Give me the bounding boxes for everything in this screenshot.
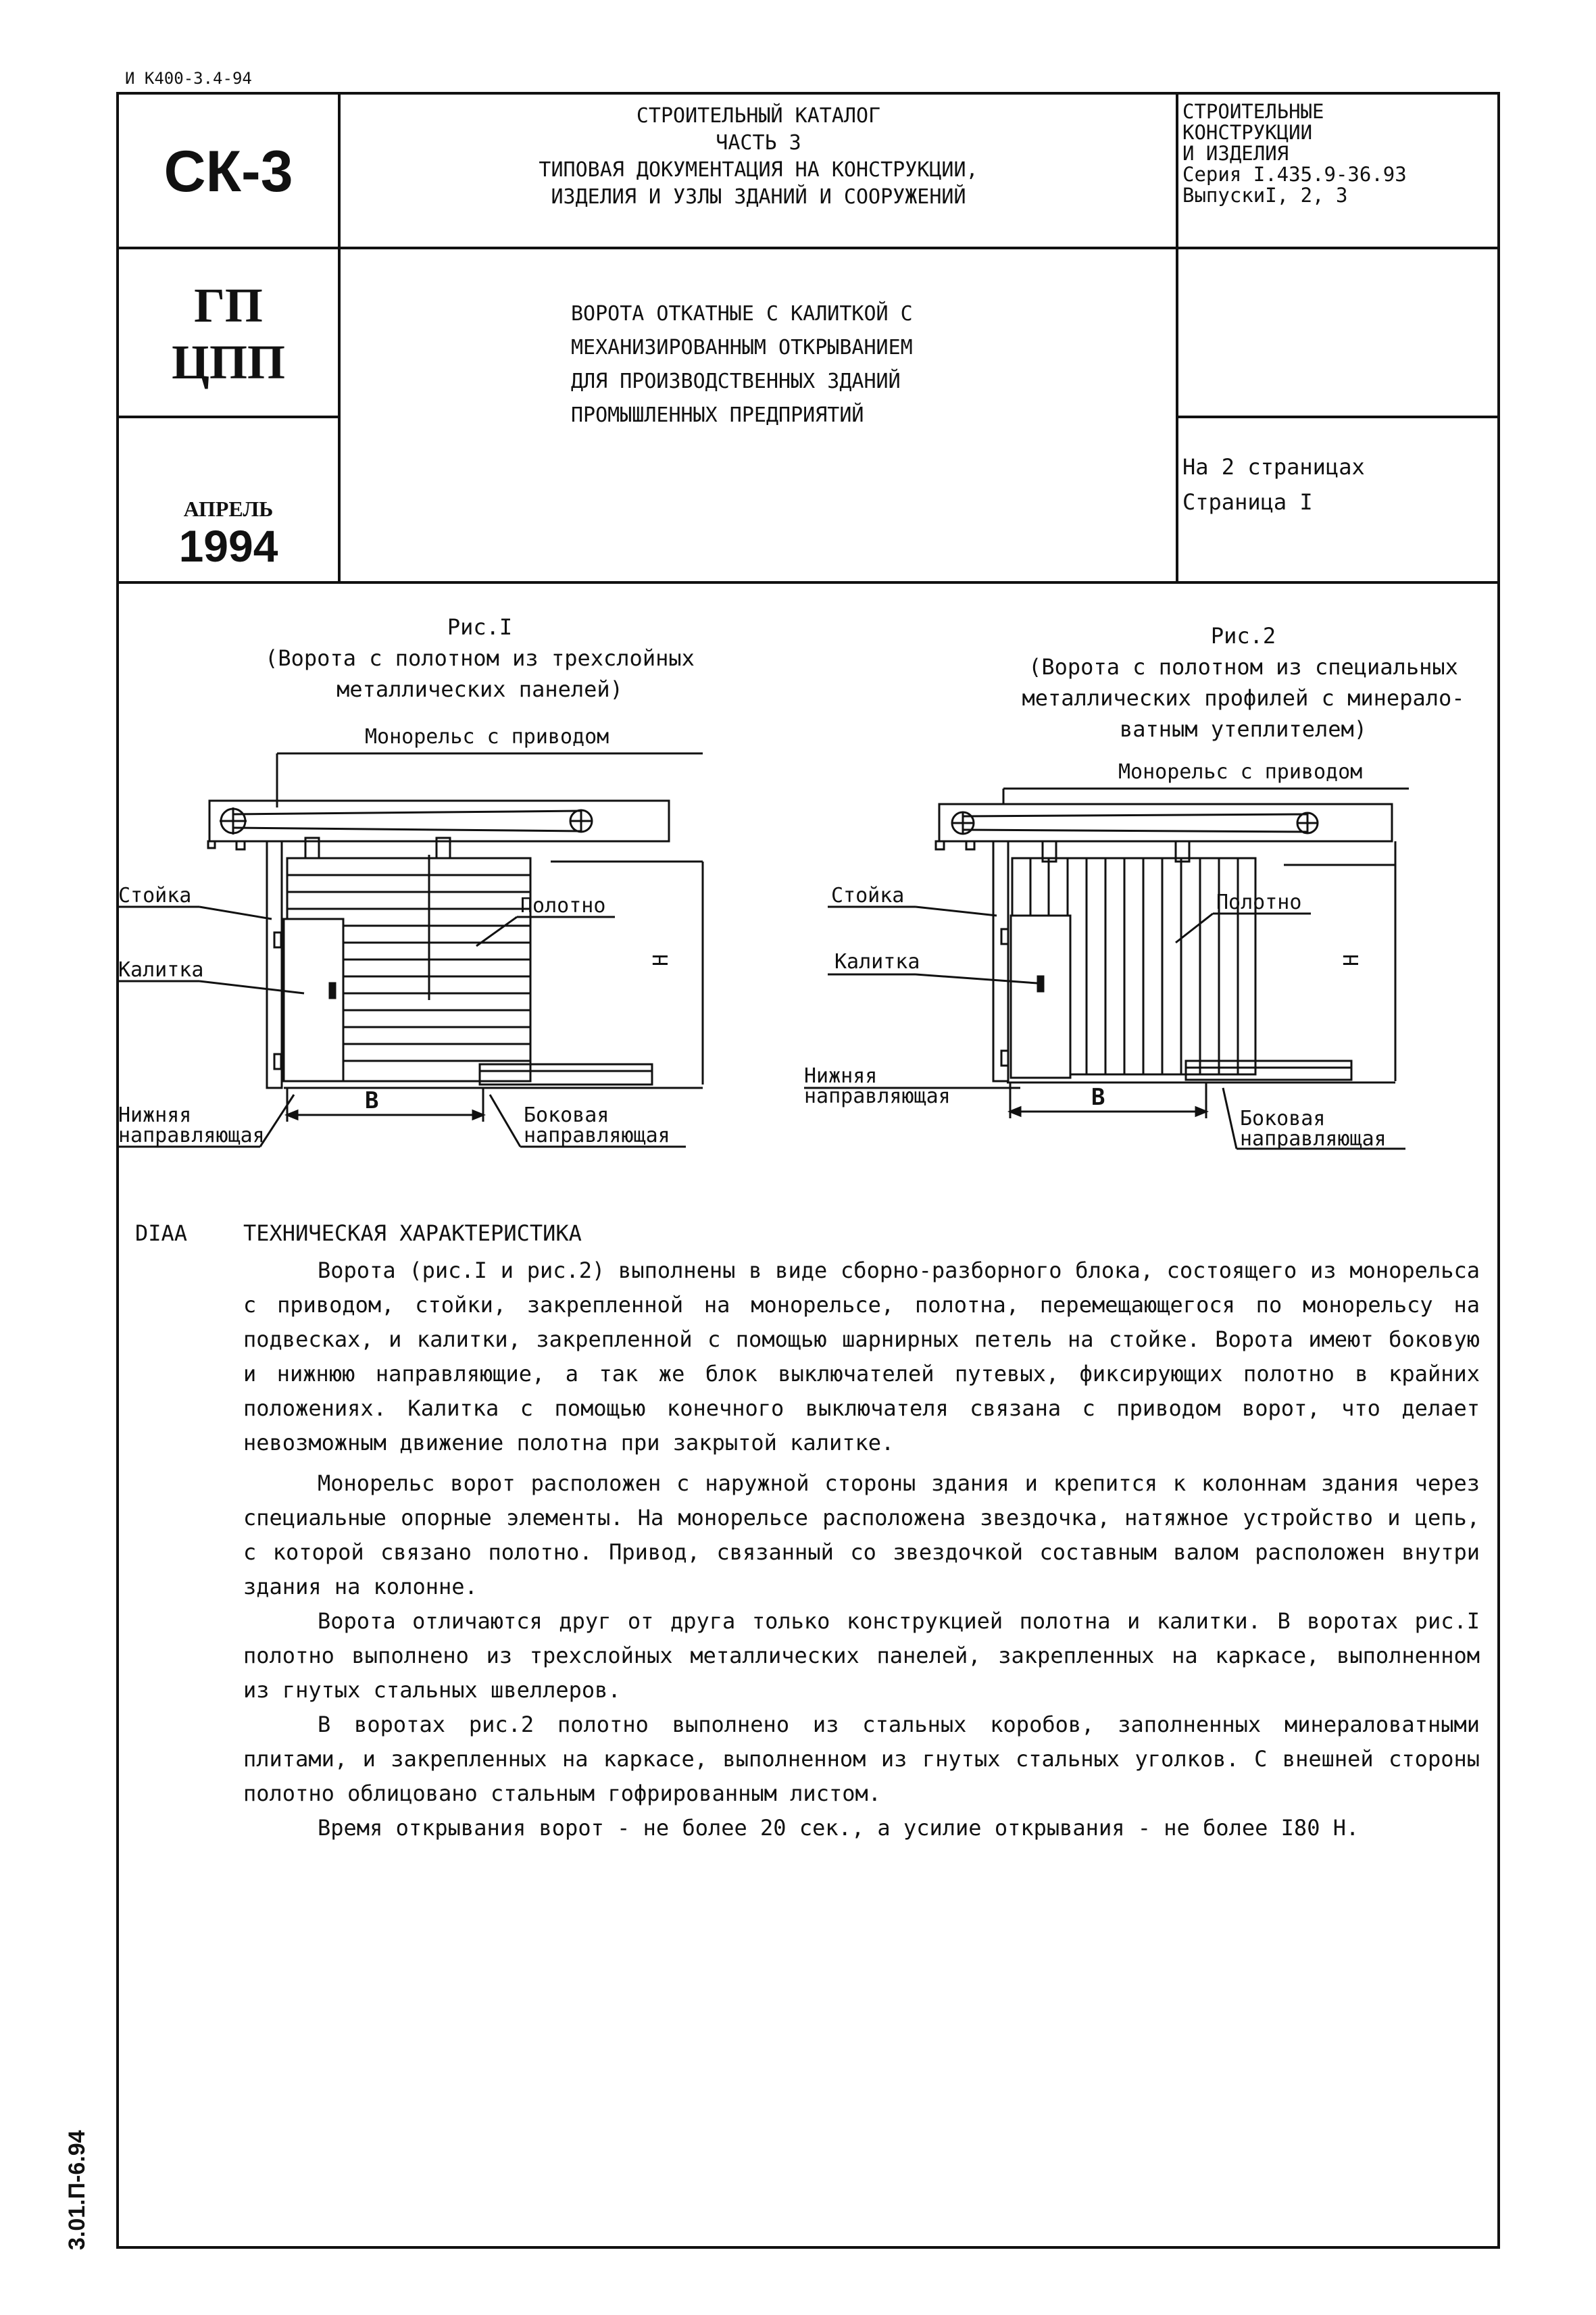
series-line: СТРОИТЕЛЬНЫЕ (1182, 100, 1324, 123)
header-divider-3 (116, 581, 1500, 584)
fig2-drawing (797, 750, 1493, 1155)
paragraph-2: Монорельс ворот расположен с наружной стороны здания и крепится к колоннам здания через специальные опорные элементы. На монорельсе расположена звездочка, натяжное устройство и цепь, с которой связано полотно. Привод, связанный со звездочкой составным валом расположен внутри здания на колонне. (243, 1470, 1480, 1599)
catalog-line: ЧАСТЬ 3 (716, 131, 801, 155)
header-divider-2 (116, 416, 339, 418)
paragraph-3: Ворота отличаются друг от друга только конструкцией полотна и калитки. В воротах рис.I полотно выполнено из трехслойных металлических панелей, закрепленных на каркасе, выполненном из гнутых стальных швеллеров. (243, 1608, 1480, 1703)
fig1-chain (233, 811, 581, 814)
fig1-caption-line: (Ворота с полотном из трехслойных (265, 645, 695, 671)
catalog-line: ТИПОВАЯ ДОКУМЕНТАЦИЯ НА КОНСТРУКЦИИ, (539, 158, 978, 182)
catalog-line: СТРОИТЕЛЬНЫЙ КАТАЛОГ (636, 104, 881, 128)
fig2-label-bottom-guide-1: Нижняя (804, 1064, 878, 1088)
header-col-line-2 (1176, 92, 1178, 584)
title-line: МЕХАНИЗИРОВАННЫМ ОТКРЫВАНИЕМ (571, 336, 913, 359)
page-count (1182, 449, 1365, 520)
paragraph-4: В воротах рис.2 полотно выполнено из стальных коробов, заполненных минераловатными плитами, и закрепленных на каркасе, выполненном из гнутых стальных уголков. С внешней стороны полотно облицовано стальным гофрированным листом. (243, 1712, 1480, 1806)
title-line: ВОРОТА ОТКАТНЫЕ С КАЛИТКОЙ С (571, 302, 913, 326)
paragraph-1: Ворота (рис.I и рис.2) выполнены в виде сборно-разборного блока, состоящего из монорельса с приводом, стойки, закрепленной на монорельсе, полотна, перемещающегося по монорельсу на подвесках, и калитки, закрепленной с помощью шарнирных петель на стойке. Ворота имеют боковую и нижнюю направляющие, а так же блок выключателей путевых, фиксирующих полотно в крайних положениях. Калитка с помощью конечного выключателя связана с приводом ворот, что делает невозможным движение полотна при закрытой калитке. (243, 1258, 1480, 1455)
fig2-label-wicket: Калитка (834, 950, 920, 974)
fig1-title: Рис.I (447, 614, 513, 640)
org-line-2: ЦПП (171, 335, 285, 389)
fig1-label-post: Стойка (118, 884, 192, 907)
fig2-label-side-guide-1: Боковая (1240, 1107, 1326, 1130)
series-line: ВыпускиI, 2, 3 (1182, 184, 1348, 207)
fig1-drawing (115, 716, 723, 1162)
pages-total: На 2 страницах (1182, 454, 1365, 480)
fig2-label-height: Н (1340, 953, 1364, 966)
fig2-label-monorail: Монорельс с приводом (1118, 760, 1363, 784)
header-col-line-1 (338, 92, 341, 584)
fig2-caption-line: (Ворота с полотном из специальных (1028, 654, 1458, 680)
catalog-line: ИЗДЕЛИЯ И УЗЛЫ ЗДАНИЙ И СООРУЖЕНИЙ (551, 185, 966, 209)
fig1-caption-line: металлических панелей) (336, 676, 623, 702)
fig1-label-monorail: Монорельс с приводом (365, 725, 609, 749)
fig2-title: Рис.2 (1210, 623, 1276, 649)
fig2-caption (987, 620, 1500, 745)
series-block (1182, 101, 1493, 206)
sheet-id: И К400-3.4-94 (125, 69, 252, 88)
fig1-label-width: В (365, 1087, 379, 1114)
fig1-label-wicket: Калитка (118, 958, 204, 982)
series-line: Серия I.435.9-36.93 (1182, 163, 1407, 186)
series-line: И ИЗДЕЛИЯ (1182, 142, 1289, 165)
fig1-wicket (284, 919, 343, 1081)
section-code: DIAA (135, 1220, 188, 1246)
organization (119, 277, 338, 391)
issue-month: АПРЕЛЬ (183, 497, 274, 521)
fig2-label-bottom-guide-2: направляющая (804, 1085, 951, 1108)
document-title (571, 297, 1166, 432)
title-line: ПРОМЫШЛЕННЫХ ПРЕДПРИЯТИЙ (571, 403, 864, 427)
fig2-label-side-guide-2: направляющая (1240, 1127, 1387, 1151)
catalog-title-block (345, 103, 1172, 211)
side-code: 3.01.П-6.94 (64, 2130, 90, 2250)
fig2-label-leaf: Полотно (1216, 891, 1302, 914)
catalog-code: СК-3 (164, 139, 293, 204)
fig1-label-side-guide-1: Боковая (524, 1103, 609, 1127)
fig2-monorail (939, 804, 1392, 841)
fig2-label-post: Стойка (831, 884, 905, 907)
fig2-caption-line: ватным утеплителем) (1119, 716, 1368, 742)
section-title: ТЕХНИЧЕСКАЯ ХАРАКТЕРИСТИКА (243, 1220, 582, 1246)
series-line: КОНСТРУКЦИИ (1182, 121, 1313, 144)
fig1-label-bottom-guide-1: Нижняя (118, 1103, 192, 1127)
fig1-post (267, 841, 282, 1088)
org-line-1: ГП (194, 278, 263, 332)
fig2-side-guide (1186, 1061, 1351, 1080)
fig2-wicket (1011, 916, 1070, 1078)
fig1-caption (223, 612, 737, 705)
fig1-label-side-guide-2: направляющая (524, 1124, 670, 1147)
fig1-label-height: Н (649, 953, 673, 966)
fig2-label-width: В (1091, 1084, 1105, 1111)
fig1-label-bottom-guide-2: направляющая (118, 1124, 265, 1147)
header-divider-1 (116, 247, 1500, 249)
paragraph-5: Время открывания ворот - не более 20 сек., а усилие открывания - не более I80 Н. (318, 1815, 1360, 1841)
fig2-caption-line: металлических профилей с минерало- (1022, 685, 1465, 711)
fig1-label-leaf: Полотно (520, 894, 606, 918)
issue-year: 1994 (178, 521, 278, 571)
page-number: Страница I (1182, 489, 1313, 515)
fig2-post (993, 841, 1008, 1081)
fig1-monorail (209, 801, 669, 841)
fig2-chain (963, 814, 1307, 816)
title-line: ДЛЯ ПРОИЗВОДСТВЕННЫХ ЗДАНИЙ (571, 370, 901, 393)
header-divider-4 (1176, 416, 1500, 418)
